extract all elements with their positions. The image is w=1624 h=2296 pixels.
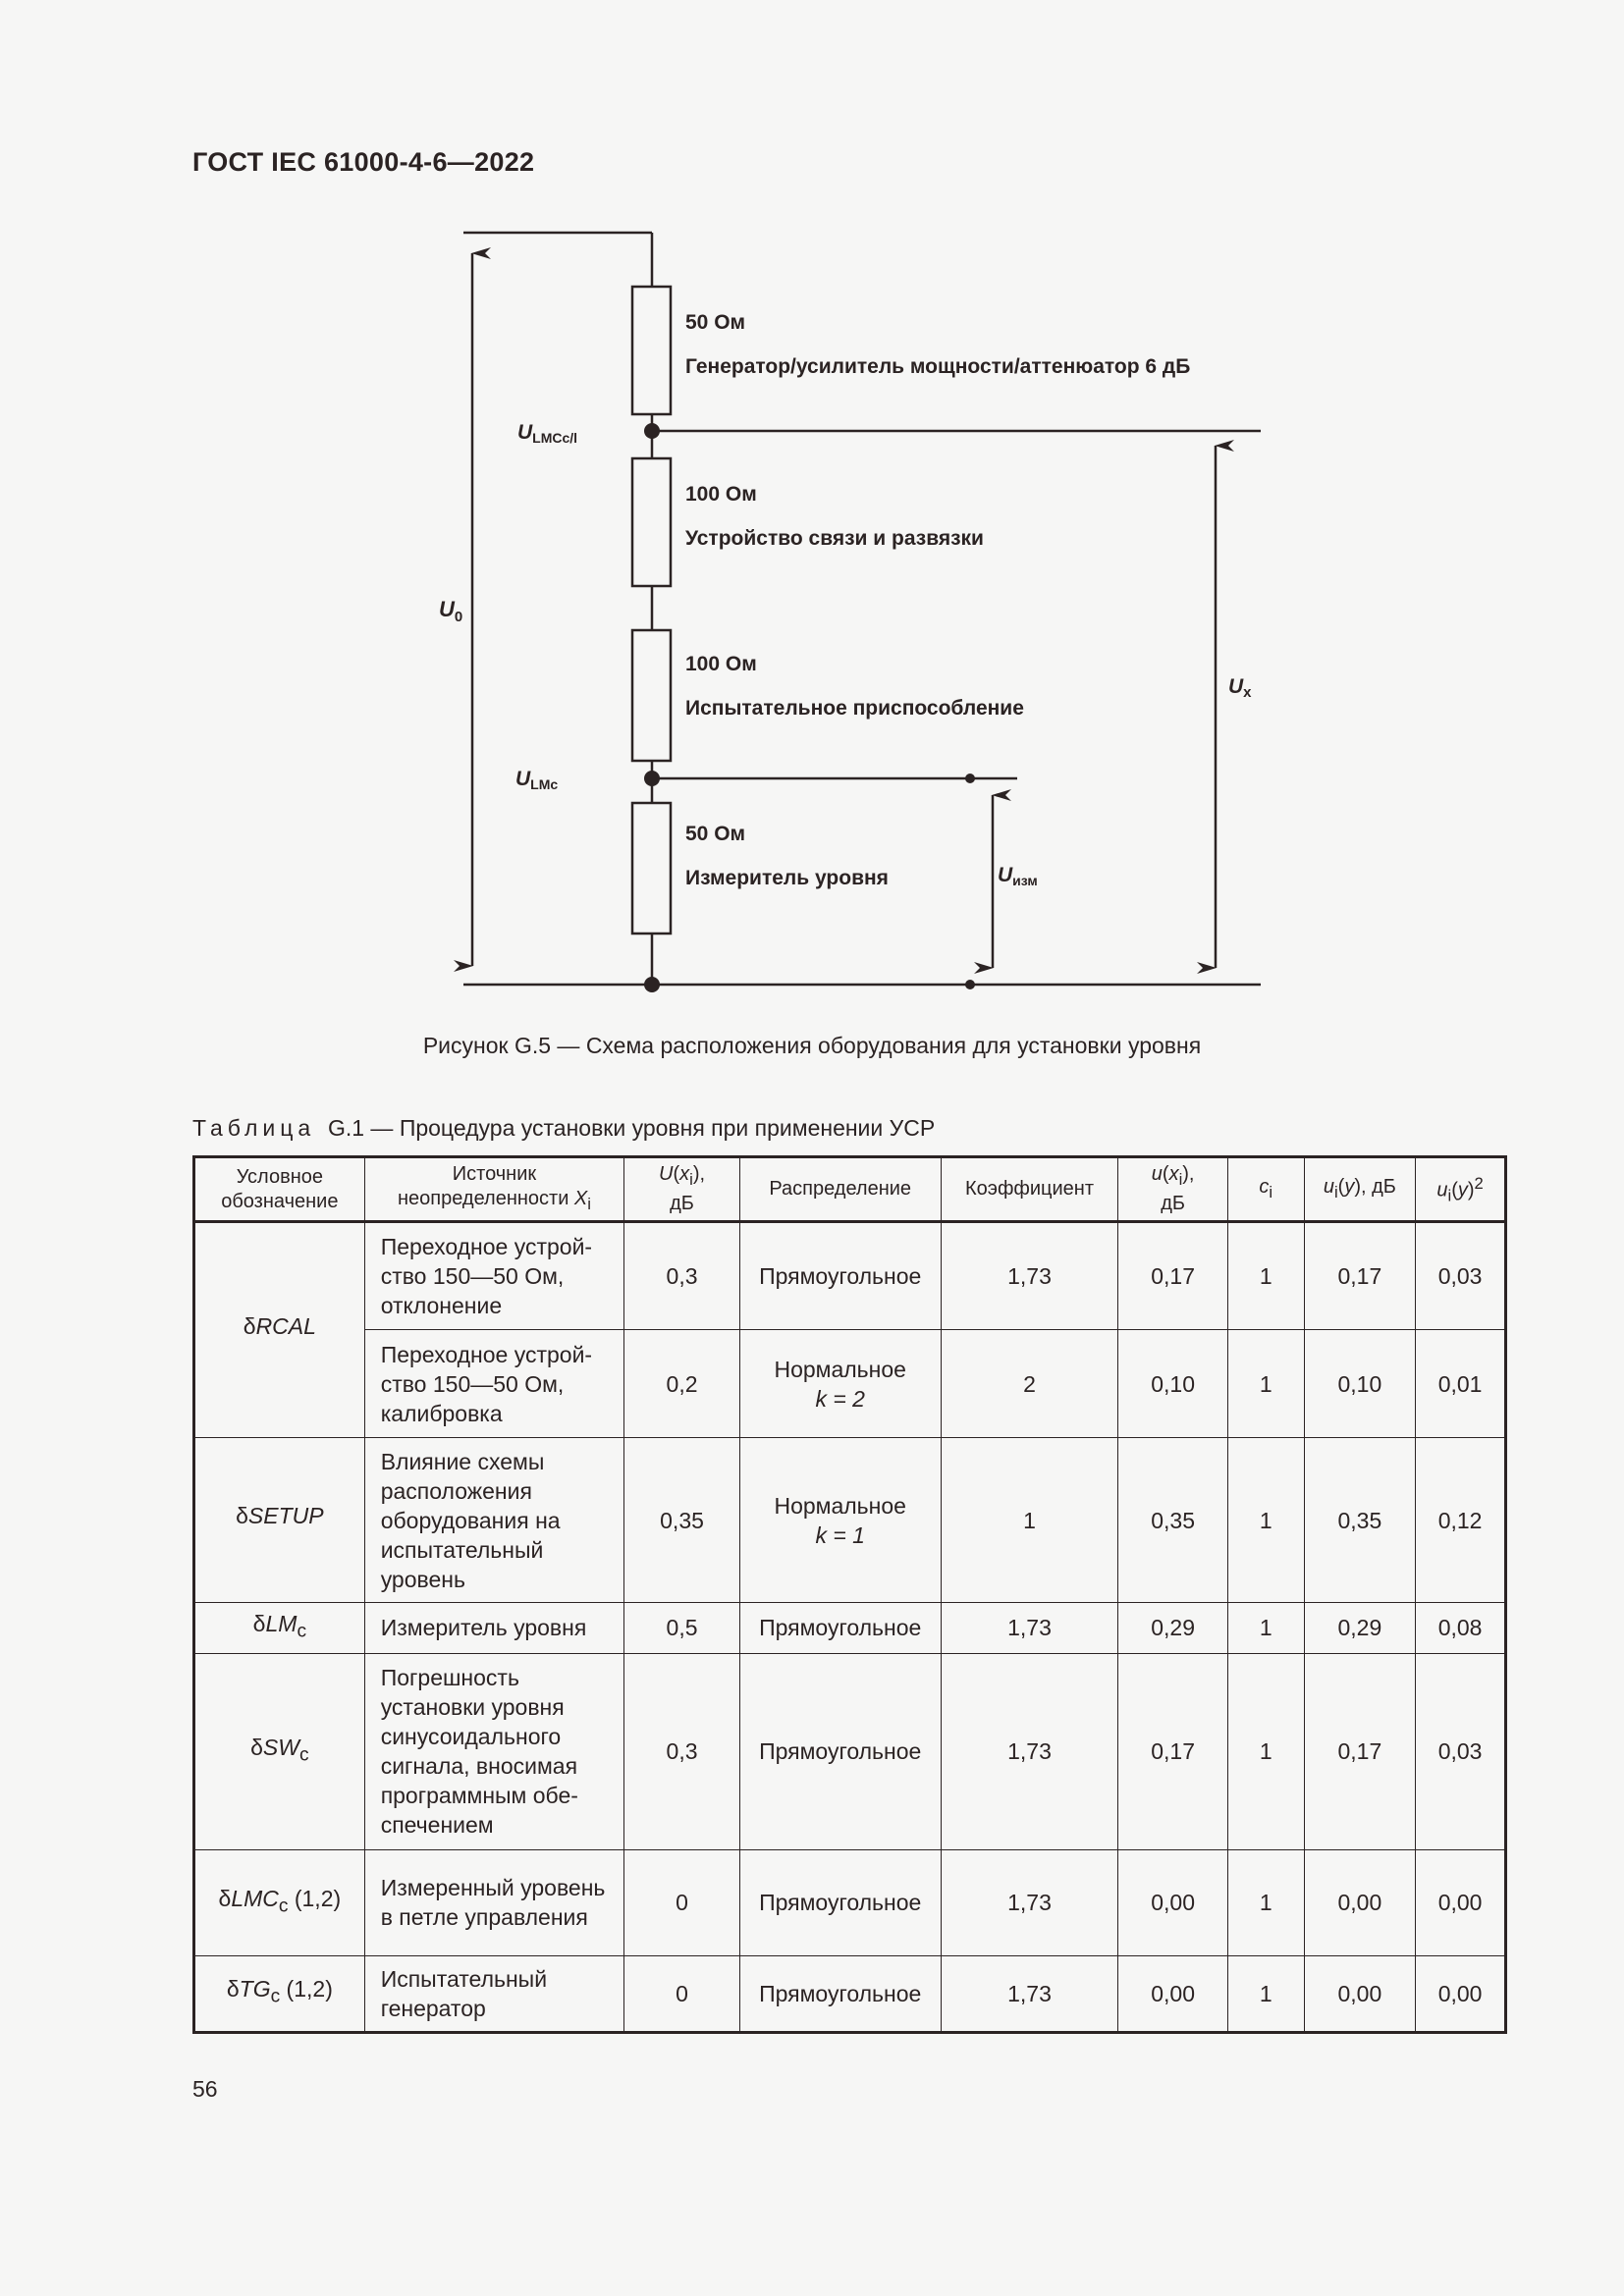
cell-c: 1 <box>1227 1222 1304 1330</box>
cell-symbol: δLMC$_c$ (1,2) <box>194 1849 365 1955</box>
table-row <box>194 1438 1506 1603</box>
cell-uy2: 0,03 <box>1416 1222 1506 1330</box>
header-U: $U(x_i)$, дБ <box>624 1157 740 1222</box>
cell-c: 1 <box>1227 1330 1304 1438</box>
cell-uy2: 0,03 <box>1416 1653 1506 1849</box>
label-ulmcc: ULMCc/l <box>517 421 578 446</box>
table-row <box>194 1330 1506 1438</box>
header-coefficient: Коэффициент <box>941 1157 1118 1222</box>
cell-symbol: δTG$_c$ (1,2) <box>194 1955 365 2032</box>
res4-value: 50 Ом <box>685 823 746 845</box>
label-u0: $U_0$ <box>439 597 463 625</box>
res2-value: 100 Ом <box>685 483 757 506</box>
header-uy2: $u_i(y)^2$ <box>1416 1157 1506 1222</box>
cell-c: 1 <box>1227 1603 1304 1654</box>
cell-coefficient: 1,73 <box>941 1955 1118 2032</box>
cell-coefficient: 1 <box>941 1438 1118 1603</box>
cell-uy2: 0,08 <box>1416 1603 1506 1654</box>
cell-distribution: Прямоугольное <box>739 1653 941 1849</box>
cell-c: 1 <box>1227 1653 1304 1849</box>
cell-distribution: Прямоугольное <box>739 1955 941 2032</box>
cell-symbol: δRCAL <box>194 1222 365 1438</box>
uncertainty-table <box>192 1155 1507 2034</box>
label-uizm: Uизм <box>998 864 1038 888</box>
resistor-100-fixture <box>632 630 671 761</box>
cell-u: 0,17 <box>1118 1653 1228 1849</box>
node-uizm-bottom <box>965 980 975 989</box>
resistor-100-cdn <box>632 458 671 586</box>
node-ulmc <box>644 771 660 786</box>
res1-desc: Генератор/усилитель мощности/аттенюатор 6 дБ <box>685 355 1191 378</box>
figure-caption: Рисунок G.5 — Схема расположения оборудования для установки уровня <box>422 1033 1202 1058</box>
node-ulmcc <box>644 423 660 439</box>
cell-coefficient: 1,73 <box>941 1603 1118 1654</box>
cell-symbol: δSW$_c$ <box>194 1653 365 1849</box>
header-uy: $u_i(y)$, дБ <box>1304 1157 1416 1222</box>
header-symbol: Условное обозначение <box>194 1157 365 1222</box>
res1-value: 50 Ом <box>685 311 746 334</box>
cell-source: Измеритель уровня <box>364 1603 624 1654</box>
cell-U: 0,3 <box>624 1222 740 1330</box>
header-distribution: Распределение <box>739 1157 941 1222</box>
cell-coefficient: 1,73 <box>941 1653 1118 1849</box>
res3-value: 100 Ом <box>685 653 757 675</box>
cell-uy: 0,00 <box>1304 1849 1416 1955</box>
cell-u: 0,00 <box>1118 1849 1228 1955</box>
cell-source: Переходное устрой-ство 150—50 Ом, отклонение <box>364 1222 624 1330</box>
cell-U: 0,3 <box>624 1653 740 1849</box>
table-row <box>194 1222 1506 1330</box>
cell-uy2: 0,01 <box>1416 1330 1506 1438</box>
res3-desc: Испытательное приспособление <box>685 697 1024 720</box>
cell-coefficient: 1,73 <box>941 1222 1118 1330</box>
document-header: ГОСТ IEC 61000-4-6—2022 <box>192 147 535 177</box>
header-c: $c_i$ <box>1227 1157 1304 1222</box>
cell-uy: 0,17 <box>1304 1653 1416 1849</box>
cell-c: 1 <box>1227 1849 1304 1955</box>
cell-u: 0,35 <box>1118 1438 1228 1603</box>
resistor-50-level-meter <box>632 803 671 934</box>
node-ground <box>644 977 660 992</box>
cell-uy: 0,17 <box>1304 1222 1416 1330</box>
cell-coefficient: 1,73 <box>941 1849 1118 1955</box>
cell-source: Переходное устрой-ство 150—50 Ом, калибровка <box>364 1330 624 1438</box>
cell-distribution: Нормальное k = 2 <box>739 1330 941 1438</box>
cell-uy: 0,00 <box>1304 1955 1416 2032</box>
cell-source: Погрешность установки уровня синусоидального сигнала, вносимая программным обе-спечением <box>364 1653 624 1849</box>
node-uizm-top <box>965 774 975 783</box>
cell-distribution: Прямоугольное <box>739 1603 941 1654</box>
cell-uy: 0,29 <box>1304 1603 1416 1654</box>
res2-desc: Устройство связи и развязки <box>685 527 984 550</box>
cell-u: 0,29 <box>1118 1603 1228 1654</box>
cell-u: 0,17 <box>1118 1222 1228 1330</box>
table-header-row <box>194 1157 1506 1222</box>
res4-desc: Измеритель уровня <box>685 867 889 889</box>
table-label: Таблица <box>192 1115 316 1141</box>
table-title-text: G.1 — Процедура установки уровня при применении УСР <box>327 1115 936 1141</box>
cell-c: 1 <box>1227 1955 1304 2032</box>
table-title <box>192 1115 935 1142</box>
page-number: 56 <box>192 2076 218 2102</box>
cell-source: Влияние схемы расположения оборудования на испытательный уровень <box>364 1438 624 1603</box>
cell-U: 0 <box>624 1955 740 2032</box>
cell-u: 0,00 <box>1118 1955 1228 2032</box>
cell-distribution: Прямоугольное <box>739 1849 941 1955</box>
resistor-50-generator <box>632 287 671 414</box>
cell-uy: 0,35 <box>1304 1438 1416 1603</box>
cell-uy2: 0,00 <box>1416 1849 1506 1955</box>
cell-uy: 0,10 <box>1304 1330 1416 1438</box>
cell-U: 0,5 <box>624 1603 740 1654</box>
cell-U: 0,35 <box>624 1438 740 1603</box>
table-row <box>194 1955 1506 2032</box>
table-row <box>194 1603 1506 1654</box>
cell-c: 1 <box>1227 1438 1304 1603</box>
table-row <box>194 1653 1506 1849</box>
label-ulmc: ULMc <box>515 768 559 792</box>
cell-U: 0 <box>624 1849 740 1955</box>
label-ux: Ux <box>1228 675 1252 701</box>
cell-uy2: 0,00 <box>1416 1955 1506 2032</box>
cell-distribution: Нормальное k = 1 <box>739 1438 941 1603</box>
cell-distribution: Прямоугольное <box>739 1222 941 1330</box>
header-source: Источник неопределенности $X_i$ <box>364 1157 624 1222</box>
cell-symbol: δSETUP <box>194 1438 365 1603</box>
cell-uy2: 0,12 <box>1416 1438 1506 1603</box>
level-setup-circuit-diagram <box>0 0 1624 1041</box>
cell-coefficient: 2 <box>941 1330 1118 1438</box>
cell-u: 0,10 <box>1118 1330 1228 1438</box>
table-row <box>194 1849 1506 1955</box>
cell-symbol: δLM$_c$ <box>194 1603 365 1654</box>
cell-source: Испытательный генератор <box>364 1955 624 2032</box>
header-u: $u(x_i)$, дБ <box>1118 1157 1228 1222</box>
cell-source: Измеренный уровень в петле управления <box>364 1849 624 1955</box>
cell-U: 0,2 <box>624 1330 740 1438</box>
